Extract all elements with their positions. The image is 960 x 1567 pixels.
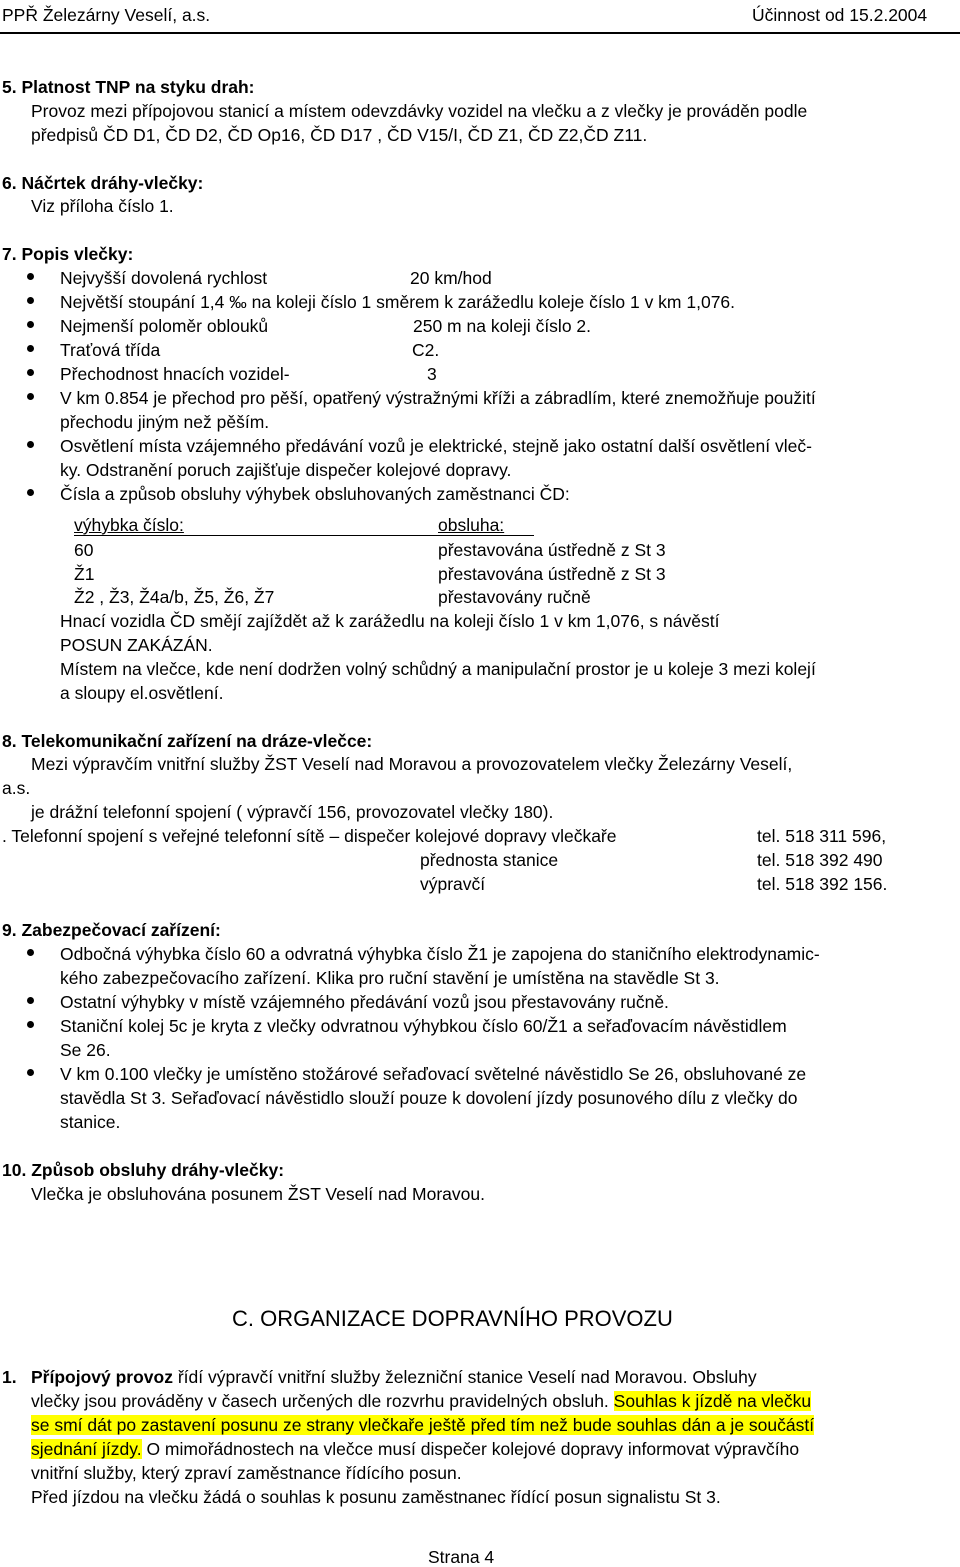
bullet-text: Největší stoupání 1,4 ‰ na koleji číslo 1 směrem k zarážedlu koleje číslo 1 v km 1,076. <box>60 292 736 312</box>
bullet-label: Traťová třída <box>60 340 161 360</box>
bullet-text-cont: Se 26. <box>60 1040 111 1060</box>
switch-table-header-rule <box>74 535 534 536</box>
header-right: Účinnost od 15.2.2004 <box>752 5 928 25</box>
part-c-line <box>31 1415 814 1435</box>
part-c-line <box>31 1439 799 1459</box>
bullet-icon <box>27 1069 36 1078</box>
table-cell: Ž1 <box>74 564 95 584</box>
bullet-icon <box>27 441 36 450</box>
bullet-icon <box>27 297 36 306</box>
bullet-icon <box>27 345 36 354</box>
highlighted-text: se smí dát po zastavení posunu ze strany vlečkaře ještě před tím než bude souhlas dán a je součástí <box>31 1415 815 1435</box>
header-left: PPŘ Železárny Veselí, a.s. <box>2 5 211 25</box>
table-cell: přestavovány ručně <box>438 587 591 607</box>
phone-number: tel. 518 392 490 <box>757 850 883 870</box>
bullet-icon <box>27 489 36 498</box>
section-10-title: 10. Způsob obsluhy dráhy-vlečky: <box>2 1160 285 1180</box>
bullet-value: 3 <box>427 364 437 384</box>
section-6-line: Viz příloha číslo 1. <box>31 196 174 216</box>
part-c-item-number: 1. <box>2 1367 17 1387</box>
part-c-line: vnitřní služby, který zpraví zaměstnance řídícího posun. <box>31 1463 462 1483</box>
section-5-line: předpisů ČD D1, ČD D2, ČD Op16, ČD D17 , ČD V15/I, ČD Z1, ČD Z2,ČD Z11. <box>31 125 648 145</box>
section-5-line: Provoz mezi přípojovou stanicí a místem odevzdávky vozidel na vlečku a z vlečky je prováděn podle <box>31 101 808 121</box>
bullet-icon <box>27 369 36 378</box>
bullet-text: Staniční kolej 5c je kryta z vlečky odvratnou výhybkou číslo 60/Ž1 a seřaďovacím návěstidlem <box>60 1016 787 1036</box>
bullet-text: Čísla a způsob obsluhy výhybek obsluhovaných zaměstnanci ČD: <box>60 484 570 504</box>
table-cell: přestavována ústředně z St 3 <box>438 564 666 584</box>
bullet-text-cont: stavědla St 3. Seřaďovací návěstidlo slouží pouze k dovolení jízdy posunového dílu z vlečky do <box>60 1088 798 1108</box>
table-cell: Ž2 , Ž3, Ž4a/b, Ž5, Ž6, Ž7 <box>74 587 275 607</box>
bullet-text: Ostatní výhybky v místě vzájemného předávání vozů jsou přestavovány ručně. <box>60 992 669 1012</box>
part-c-line: Před jízdou na vlečku žádá o souhlas k posunu zaměstnanec řídící posun signalistu St 3. <box>31 1487 721 1507</box>
part-c-text: O mimořádnostech na vlečce musí dispečer kolejové dopravy informovat výpravčího <box>141 1439 800 1459</box>
bullet-text-cont: kého zabezpečovacího zařízení. Klika pro ruční stavění je umístěna na stavědle St 3. <box>60 968 720 988</box>
bullet-value: 250 m na koleji číslo 2. <box>413 316 592 336</box>
bullet-value: 20 km/hod <box>410 268 492 288</box>
part-c-bold-term: Přípojový provoz <box>31 1367 173 1387</box>
bullet-text-cont: ky. Odstranění poruch zajišťuje dispečer kolejové dopravy. <box>60 460 512 480</box>
bullet-text: Osvětlení místa vzájemného předávání vozů je elektrické, stejně jako ostatní další osvětlení vleč- <box>60 436 812 456</box>
bullet-text: V km 0.100 vlečky je umístěno stožárové seřaďovací světelné návěstidlo Se 26, obsluhované ze <box>60 1064 807 1084</box>
paragraph-line: a sloupy el.osvětlení. <box>60 683 224 703</box>
bullet-icon <box>27 997 36 1006</box>
bullet-text-cont: stanice. <box>60 1112 121 1132</box>
bullet-icon <box>27 273 36 282</box>
section-6-title: 6. Náčrtek dráhy-vlečky: <box>2 173 204 193</box>
switch-table-header: výhybka číslo: <box>74 515 184 535</box>
section-8-line: Mezi výpravčím vnitřní služby ŽST Veselí nad Moravou a provozovatelem vlečky Železárny Veselí, <box>31 754 793 774</box>
page-number: Strana 4 <box>428 1547 495 1567</box>
section-9-title: 9. Zabezpečovací zařízení: <box>2 920 221 940</box>
highlighted-text: Souhlas k jízdě na vlečku <box>613 1391 812 1411</box>
phone-number: tel. 518 311 596, <box>757 826 887 846</box>
paragraph-line: Hnací vozidla ČD smějí zajíždět až k zarážedlu na koleji číslo 1 v km 1,076, s návěstí <box>60 611 720 631</box>
contact-label: výpravčí <box>420 874 486 894</box>
section-8-line: je drážní telefonní spojení ( výpravčí 156, provozovatel vlečky 180). <box>31 802 554 822</box>
part-c-text: řídí výpravčí vnitřní služby železniční stanice Veselí nad Moravou. Obsluhy <box>172 1367 757 1387</box>
paragraph-line: POSUN ZAKÁZÁN. <box>60 635 213 655</box>
contact-label: přednosta stanice <box>420 850 559 870</box>
bullet-label: Nejmenší poloměr oblouků <box>60 316 269 336</box>
bullet-label: Přechodnost hnacích vozidel- <box>60 364 290 384</box>
phone-number: tel. 518 392 156. <box>757 874 888 894</box>
paragraph-line: Místem na vlečce, kde není dodržen volný schůdný a manipulační prostor je u koleje 3 mezi kolejí <box>60 659 816 679</box>
bullet-text-cont: přechodu jiným než pěším. <box>60 412 270 432</box>
section-7-title: 7. Popis vlečky: <box>2 244 134 264</box>
header-rule <box>0 32 960 34</box>
bullet-icon <box>27 1021 36 1030</box>
table-cell: přestavována ústředně z St 3 <box>438 540 666 560</box>
section-8-line: . Telefonní spojení s veřejné telefonní sítě – dispečer kolejové dopravy vlečkaře <box>2 826 617 846</box>
table-cell: 60 <box>74 540 94 560</box>
bullet-value: C2. <box>412 340 440 360</box>
bullet-text: V km 0.854 je přechod pro pěší, opatřený výstražnými kříži a zábradlím, které znemožňuje použití <box>60 388 816 408</box>
bullet-icon <box>27 949 36 958</box>
part-c-line <box>31 1367 757 1387</box>
section-5-title: 5. Platnost TNP na styku drah: <box>2 77 255 97</box>
part-c-heading: C. ORGANIZACE DOPRAVNÍHO PROVOZU <box>232 1306 673 1331</box>
bullet-label: Nejvyšší dovolená rychlost <box>60 268 268 288</box>
section-10-line: Vlečka je obsluhována posunem ŽST Veselí nad Moravou. <box>31 1184 485 1204</box>
part-c-line <box>31 1391 811 1411</box>
section-8-line: a.s. <box>2 778 31 798</box>
section-8-title: 8. Telekomunikační zařízení na dráze-vlečce: <box>2 731 373 751</box>
highlighted-text: sjednání jízdy. <box>31 1439 142 1459</box>
bullet-text: Odbočná výhybka číslo 60 a odvratná výhybka číslo Ž1 je zapojena do staničního elektrodynamic- <box>60 944 820 964</box>
part-c-text: vlečky jsou prováděny v časech určených dle rozvrhu pravidelných obsluh. <box>31 1391 614 1411</box>
switch-table-header: obsluha: <box>438 515 505 535</box>
bullet-icon <box>27 393 36 402</box>
bullet-icon <box>27 321 36 330</box>
